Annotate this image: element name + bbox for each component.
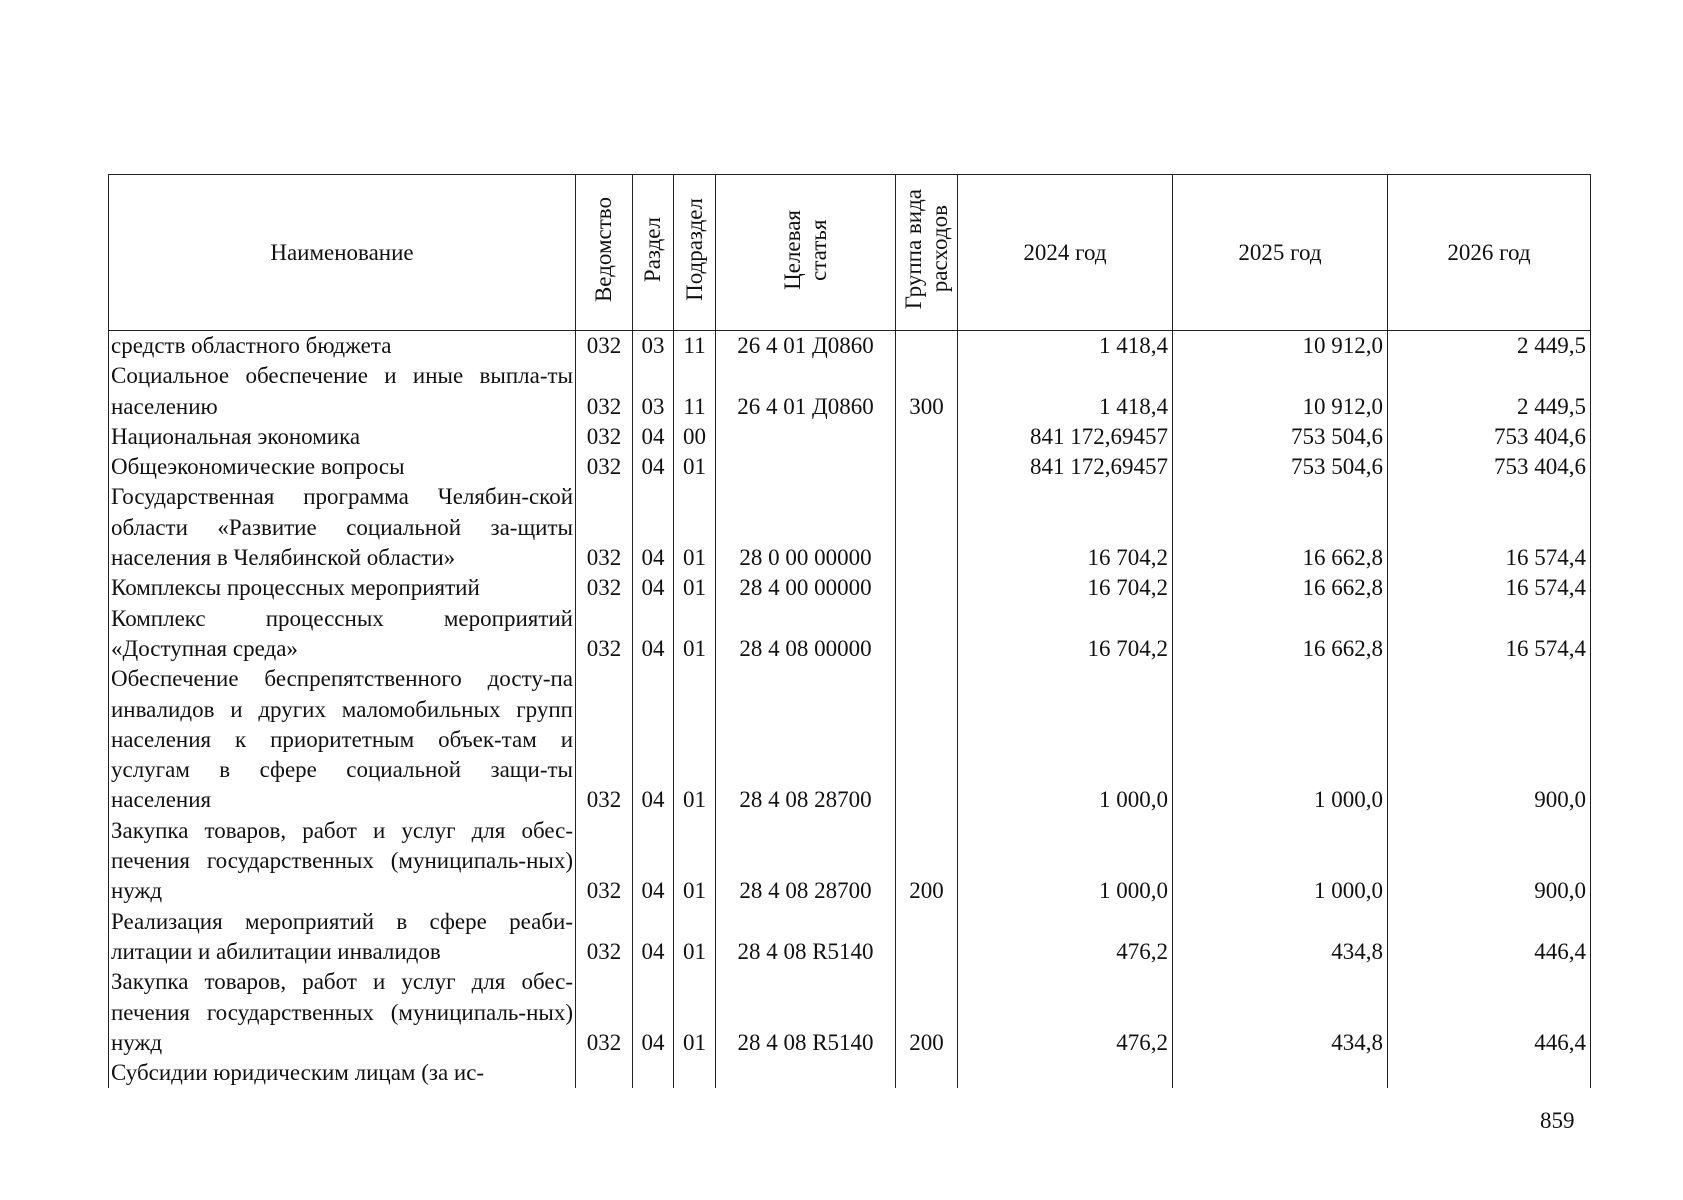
row-amount-2026: 16 574,4 — [1388, 604, 1591, 665]
row-amount-2025: 16 662,8 — [1173, 573, 1388, 603]
row-subsection: 01 — [674, 482, 716, 573]
row-amount-2025: 1 000,0 — [1173, 816, 1388, 907]
row-department: 032 — [576, 422, 633, 452]
row-name: Субсидии юридическим лицам (за ис- — [109, 1058, 576, 1088]
row-amount-2025: 434,8 — [1173, 967, 1388, 1058]
row-amount-2025: 10 912,0 — [1173, 331, 1388, 362]
header-year-2025: 2025 год — [1173, 175, 1388, 331]
row-amount-2026: 446,4 — [1388, 907, 1591, 968]
row-expense-group — [896, 1058, 958, 1088]
row-amount-2026 — [1388, 1058, 1591, 1088]
row-amount-2024: 1 418,4 — [958, 361, 1173, 422]
row-amount-2024: 16 704,2 — [958, 604, 1173, 665]
row-department: 032 — [576, 664, 633, 815]
row-department: 032 — [576, 331, 633, 362]
row-subsection: 01 — [674, 664, 716, 815]
table-row — [109, 604, 1591, 665]
row-amount-2025 — [1173, 1058, 1388, 1088]
row-expense-group — [896, 604, 958, 665]
row-target-article — [716, 1058, 896, 1088]
budget-table — [108, 174, 1591, 1088]
table-row — [109, 664, 1591, 815]
header-target-article-label: Целевая статья — [779, 209, 831, 290]
row-subsection: 01 — [674, 452, 716, 482]
row-name: Обеспечение беспрепятственного досту-па инвалидов и других маломобильных групп населения к приоритетным объек-там и услугам в сфере социальной защи-ты населения — [109, 664, 576, 815]
row-amount-2025: 1 000,0 — [1173, 664, 1388, 815]
row-department: 032 — [576, 452, 633, 482]
header-expense-group-label: Группа вида расходов — [900, 189, 952, 310]
row-section: 04 — [633, 604, 674, 665]
row-section: 04 — [633, 907, 674, 968]
row-name: Комплексы процессных мероприятий — [109, 573, 576, 603]
row-subsection: 01 — [674, 816, 716, 907]
row-target-article: 28 4 08 28700 — [716, 816, 896, 907]
row-target-article: 28 4 08 28700 — [716, 664, 896, 815]
row-amount-2024 — [958, 1058, 1173, 1088]
row-target-article: 26 4 01 Д0860 — [716, 361, 896, 422]
header-target-article — [716, 175, 896, 331]
row-amount-2025: 16 662,8 — [1173, 604, 1388, 665]
table-row — [109, 482, 1591, 573]
row-section: 03 — [633, 361, 674, 422]
table-row — [109, 452, 1591, 482]
row-amount-2024: 16 704,2 — [958, 482, 1173, 573]
header-department — [576, 175, 633, 331]
row-section: 04 — [633, 816, 674, 907]
row-section: 03 — [633, 331, 674, 362]
row-name: Закупка товаров, работ и услуг для обес-печения государственных (муниципаль-ных) нужд — [109, 967, 576, 1058]
row-section: 04 — [633, 664, 674, 815]
row-subsection: 01 — [674, 604, 716, 665]
row-target-article: 28 4 08 R5140 — [716, 967, 896, 1058]
row-department — [576, 1058, 633, 1088]
row-subsection: 01 — [674, 907, 716, 968]
row-expense-group — [896, 422, 958, 452]
row-section: 04 — [633, 573, 674, 603]
row-amount-2026: 753 404,6 — [1388, 452, 1591, 482]
row-name: Национальная экономика — [109, 422, 576, 452]
row-department: 032 — [576, 967, 633, 1058]
row-target-article — [716, 422, 896, 452]
row-target-article: 28 4 00 00000 — [716, 573, 896, 603]
row-subsection: 01 — [674, 573, 716, 603]
row-section — [633, 1058, 674, 1088]
table-row — [109, 573, 1591, 603]
row-expense-group — [896, 452, 958, 482]
row-amount-2026: 2 449,5 — [1388, 331, 1591, 362]
row-section: 04 — [633, 482, 674, 573]
budget-table-page — [108, 174, 1590, 1088]
row-amount-2024: 476,2 — [958, 907, 1173, 968]
row-section: 04 — [633, 422, 674, 452]
row-amount-2026: 16 574,4 — [1388, 573, 1591, 603]
row-subsection: 11 — [674, 331, 716, 362]
row-amount-2026: 900,0 — [1388, 816, 1591, 907]
row-amount-2024: 841 172,69457 — [958, 422, 1173, 452]
row-amount-2025: 16 662,8 — [1173, 482, 1388, 573]
table-row — [109, 331, 1591, 362]
row-target-article: 28 4 08 00000 — [716, 604, 896, 665]
row-amount-2025: 434,8 — [1173, 907, 1388, 968]
row-name: Реализация мероприятий в сфере реаби-литации и абилитации инвалидов — [109, 907, 576, 968]
row-expense-group: 300 — [896, 361, 958, 422]
row-expense-group — [896, 482, 958, 573]
row-department: 032 — [576, 361, 633, 422]
page-number: 859 — [1540, 1108, 1575, 1133]
header-subsection — [674, 175, 716, 331]
row-expense-group: 200 — [896, 967, 958, 1058]
header-name: Наименование — [109, 175, 576, 331]
table-header-row — [109, 175, 1591, 331]
table-row — [109, 967, 1591, 1058]
row-department: 032 — [576, 816, 633, 907]
row-amount-2025: 753 504,6 — [1173, 422, 1388, 452]
row-department: 032 — [576, 573, 633, 603]
row-amount-2024: 1 000,0 — [958, 664, 1173, 815]
row-name: Общеэкономические вопросы — [109, 452, 576, 482]
row-subsection: 00 — [674, 422, 716, 452]
row-expense-group — [896, 573, 958, 603]
table-row — [109, 816, 1591, 907]
header-department-label: Ведомство — [591, 196, 616, 303]
row-amount-2024: 16 704,2 — [958, 573, 1173, 603]
row-expense-group — [896, 664, 958, 815]
row-amount-2026: 753 404,6 — [1388, 422, 1591, 452]
row-expense-group: 200 — [896, 816, 958, 907]
header-section — [633, 175, 674, 331]
row-name: Социальное обеспечение и иные выпла-ты населению — [109, 361, 576, 422]
row-name: Комплекс процессных мероприятий «Доступная среда» — [109, 604, 576, 665]
row-target-article — [716, 452, 896, 482]
table-row — [109, 1058, 1591, 1088]
header-year-2026: 2026 год — [1388, 175, 1591, 331]
header-expense-group — [896, 175, 958, 331]
header-year-2024: 2024 год — [958, 175, 1173, 331]
row-expense-group — [896, 907, 958, 968]
row-name: средств областного бюджета — [109, 331, 576, 362]
row-target-article: 26 4 01 Д0860 — [716, 331, 896, 362]
row-expense-group — [896, 331, 958, 362]
row-subsection: 11 — [674, 361, 716, 422]
row-amount-2024: 1 000,0 — [958, 816, 1173, 907]
row-department: 032 — [576, 907, 633, 968]
row-target-article: 28 4 08 R5140 — [716, 907, 896, 968]
table-row — [109, 361, 1591, 422]
row-department: 032 — [576, 482, 633, 573]
row-target-article: 28 0 00 00000 — [716, 482, 896, 573]
row-subsection — [674, 1058, 716, 1088]
table-row — [109, 422, 1591, 452]
header-subsection-label: Подраздел — [681, 198, 707, 301]
row-amount-2026: 446,4 — [1388, 967, 1591, 1058]
row-amount-2024: 841 172,69457 — [958, 452, 1173, 482]
row-section: 04 — [633, 967, 674, 1058]
header-section-label: Раздел — [640, 216, 665, 283]
table-body — [109, 331, 1591, 1089]
row-amount-2026: 2 449,5 — [1388, 361, 1591, 422]
row-name: Государственная программа Челябин-ской области «Развитие социальной за-щиты населения в Челябинской области» — [109, 482, 576, 573]
row-amount-2025: 753 504,6 — [1173, 452, 1388, 482]
row-amount-2026: 16 574,4 — [1388, 482, 1591, 573]
row-name: Закупка товаров, работ и услуг для обес-печения государственных (муниципаль-ных) нужд — [109, 816, 576, 907]
row-amount-2025: 10 912,0 — [1173, 361, 1388, 422]
row-section: 04 — [633, 452, 674, 482]
row-subsection: 01 — [674, 967, 716, 1058]
row-amount-2026: 900,0 — [1388, 664, 1591, 815]
row-amount-2024: 476,2 — [958, 967, 1173, 1058]
row-department: 032 — [576, 604, 633, 665]
row-amount-2024: 1 418,4 — [958, 331, 1173, 362]
table-row — [109, 907, 1591, 968]
